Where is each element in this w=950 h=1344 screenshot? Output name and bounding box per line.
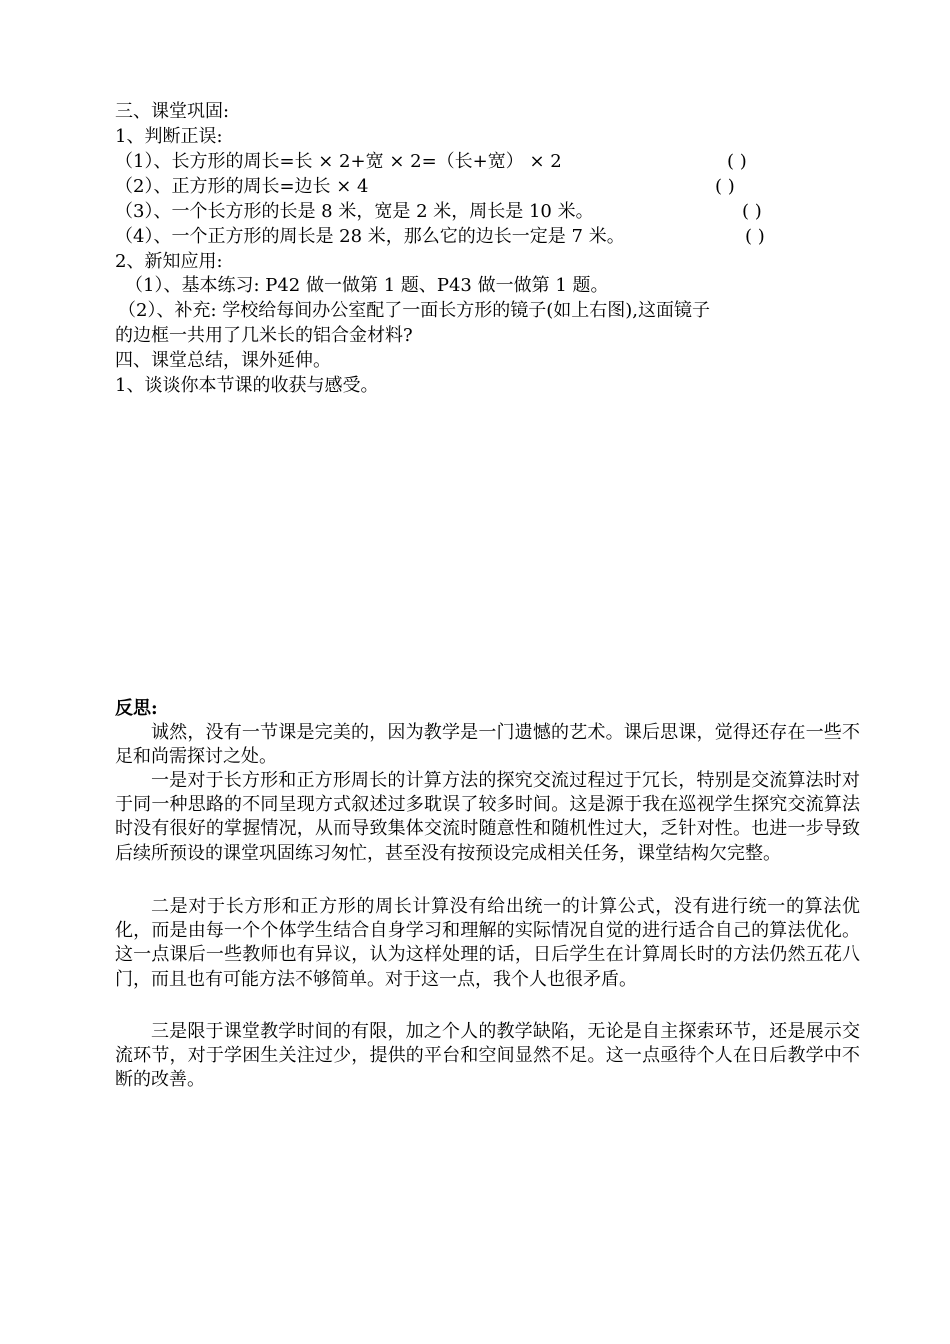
judge-item-1: （1）、长方形的周长=长 × 2+宽 × 2=（长+宽） × 2: [115, 151, 562, 172]
reflection-paragraph-2: 一是对于长方形和正方形周长的计算方法的探究交流过程过于冗长，特别是交流算法时对于同一种思路的不同呈现方式叙述过多耽误了较多时间。这是源于我在巡视学生探究交流算法时没有很好的掌握情况，从而导致集体交流时随意性和随机性过大，乏针对性。也进一步导致后续所预设的课堂巩固练习匆忙，甚至没有按预设完成相关任务，课堂结构欠完整。: [115, 770, 860, 864]
reflection-paragraph-4: 三是限于课堂教学时间的有限，加之个人的教学缺陷，无论是自主探索环节，还是展示交流环节，对于学困生关注过少，提供的平台和空间显然不足。这一点亟待个人在日后教学中不断的改善。: [115, 1021, 860, 1091]
section-heading-summary: 四、课堂总结，课外延伸。: [115, 350, 331, 371]
answer-paren-2: ( ): [715, 176, 735, 197]
answer-paren-1: ( ): [727, 151, 747, 172]
summary-item: 1、谈谈你本节课的收获与感受。: [115, 375, 379, 396]
answer-paren-3: ( ): [742, 201, 762, 222]
judge-item-3: （3）、一个长方形的长是 8 米，宽是 2 米，周长是 10 米。: [115, 201, 594, 222]
section-heading-consolidation: 三、课堂巩固:: [115, 101, 230, 122]
judge-heading: 1、判断正误:: [115, 126, 223, 147]
apply-item-1: （1）、基本练习: P42 做一做第 1 题、P43 做一做第 1 题。: [125, 275, 609, 296]
apply-item-2-line1: （2）、补充: 学校给每间办公室配了一面长方形的镜子(如上右图),这面镜子: [118, 300, 711, 321]
apply-item-2-line2: 的边框一共用了几米长的铝合金材料?: [115, 325, 413, 346]
reflection-heading: 反思:: [115, 698, 158, 719]
judge-item-2: （2）、正方形的周长=边长 × 4: [115, 176, 369, 197]
reflection-paragraph-3: 二是对于长方形和正方形的周长计算没有给出统一的计算公式，没有进行统一的算法优化，而是由每一个个体学生结合自身学习和理解的实际情况自觉的进行适合自己的算法优化。这一点课后一些教师也有异议，认为这样处理的话，日后学生在计算周长时的方法仍然五花八门，而且也有可能方法不够简单。对于这一点，我个人也很矛盾。: [115, 896, 860, 990]
apply-heading: 2、新知应用:: [115, 251, 223, 272]
answer-paren-4: ( ): [745, 226, 765, 247]
judge-item-4: （4）、一个正方形的周长是 28 米，那么它的边长一定是 7 米。: [115, 226, 625, 247]
reflection-paragraph-1: 诚然，没有一节课是完美的，因为教学是一门遗憾的艺术。课后思课，觉得还存在一些不足和尚需探讨之处。: [115, 722, 860, 768]
